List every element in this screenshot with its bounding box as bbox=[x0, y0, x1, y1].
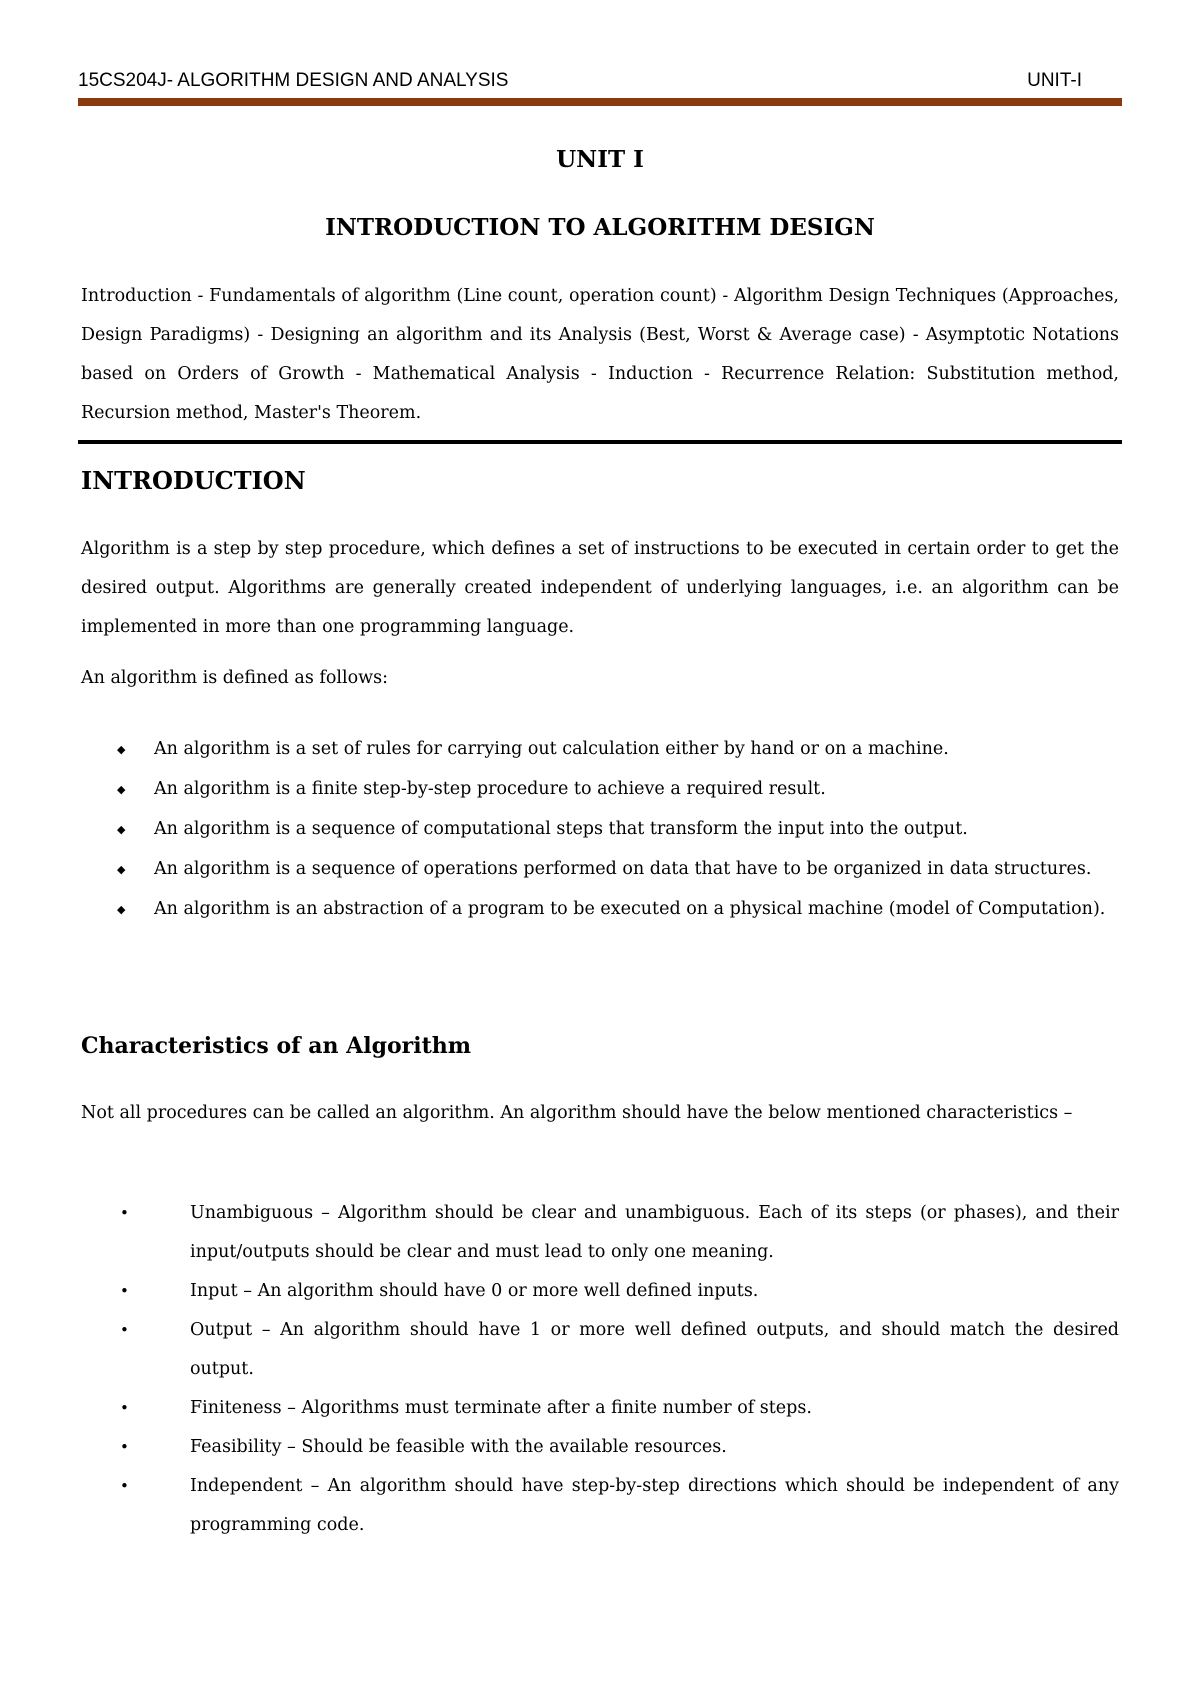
list-item-text: An algorithm is a finite step-by-step procedure to achieve a required result. bbox=[154, 779, 826, 799]
introduction-paragraph: Algorithm is a step by step procedure, which defines a set of instructions to be executed in certain order to get the desired output. Algorithms are generally created independent of underlying languages, i.e. an algorithm can be implemented in more than one programming language. bbox=[81, 539, 1119, 637]
list-item bbox=[81, 1467, 1119, 1545]
list-item-text: An algorithm is an abstraction of a program to be executed on a physical machine (model of Computation). bbox=[154, 899, 1106, 919]
list-item bbox=[81, 1194, 1119, 1272]
diamond-bullet-icon: ◆ bbox=[117, 863, 126, 876]
list-item-text: An algorithm is a set of rules for carrying out calculation either by hand or on a machine. bbox=[154, 739, 949, 759]
list-item bbox=[81, 730, 1119, 769]
list-item bbox=[81, 1311, 1119, 1389]
round-bullet-icon: • bbox=[120, 1282, 129, 1300]
list-item bbox=[81, 850, 1119, 889]
definitions-lead: An algorithm is defined as follows: bbox=[81, 668, 389, 688]
unit-title: UNIT I bbox=[556, 146, 644, 173]
characteristics-intro: Not all procedures can be called an algorithm. An algorithm should have the below mentioned characteristics – bbox=[81, 1103, 1073, 1123]
list-item bbox=[81, 890, 1119, 929]
list-item-text: Independent – An algorithm should have step-by-step directions which should be independent of any programming code. bbox=[190, 1476, 1119, 1535]
list-item bbox=[81, 1428, 1119, 1467]
definitions-list bbox=[81, 730, 1119, 930]
list-item-text: Unambiguous – Algorithm should be clear and unambiguous. Each of its steps (or phases), and their input/outputs should be clear and must lead to only one meaning. bbox=[190, 1203, 1119, 1262]
characteristics-heading: Characteristics of an Algorithm bbox=[81, 1033, 472, 1059]
diamond-bullet-icon: ◆ bbox=[117, 743, 126, 756]
list-item bbox=[81, 810, 1119, 849]
list-item bbox=[81, 1389, 1119, 1428]
diamond-bullet-icon: ◆ bbox=[117, 903, 126, 916]
introduction-heading: INTRODUCTION bbox=[81, 466, 306, 495]
list-item-text: Feasibility – Should be feasible with the available resources. bbox=[190, 1437, 727, 1457]
unit-label: UNIT-I bbox=[1027, 70, 1082, 91]
header-rule bbox=[78, 98, 1122, 106]
diamond-bullet-icon: ◆ bbox=[117, 783, 126, 796]
characteristics-list bbox=[81, 1194, 1119, 1545]
page-header bbox=[78, 70, 1122, 96]
list-item bbox=[81, 1272, 1119, 1311]
section-divider bbox=[78, 440, 1122, 444]
round-bullet-icon: • bbox=[120, 1399, 129, 1417]
round-bullet-icon: • bbox=[120, 1477, 129, 1495]
chapter-title: INTRODUCTION TO ALGORITHM DESIGN bbox=[325, 214, 875, 241]
round-bullet-icon: • bbox=[120, 1438, 129, 1456]
list-item-text: Input – An algorithm should have 0 or more well defined inputs. bbox=[190, 1281, 759, 1301]
diamond-bullet-icon: ◆ bbox=[117, 823, 126, 836]
list-item-text: Output – An algorithm should have 1 or more well defined outputs, and should match the desired output. bbox=[190, 1320, 1119, 1379]
syllabus-paragraph: Introduction - Fundamentals of algorithm (Line count, operation count) - Algorithm Design Techniques (Approaches, Design Paradigms) - Designing an algorithm and its Analysis (Best, Worst & Average case) - Asymptotic Notations based on Orders of Growth - Mathematical Analysis - Induction - Recurrence Relation: Substitution method, Recursion method, Master's Theorem. bbox=[81, 286, 1119, 423]
round-bullet-icon: • bbox=[120, 1321, 129, 1339]
list-item-text: Finiteness – Algorithms must terminate after a finite number of steps. bbox=[190, 1398, 812, 1418]
course-code-title: 15CS204J- ALGORITHM DESIGN AND ANALYSIS bbox=[78, 70, 509, 91]
list-item-text: An algorithm is a sequence of computational steps that transform the input into the output. bbox=[154, 819, 968, 839]
list-item-text: An algorithm is a sequence of operations performed on data that have to be organized in data structures. bbox=[154, 859, 1092, 879]
round-bullet-icon: • bbox=[120, 1204, 129, 1222]
list-item bbox=[81, 770, 1119, 809]
